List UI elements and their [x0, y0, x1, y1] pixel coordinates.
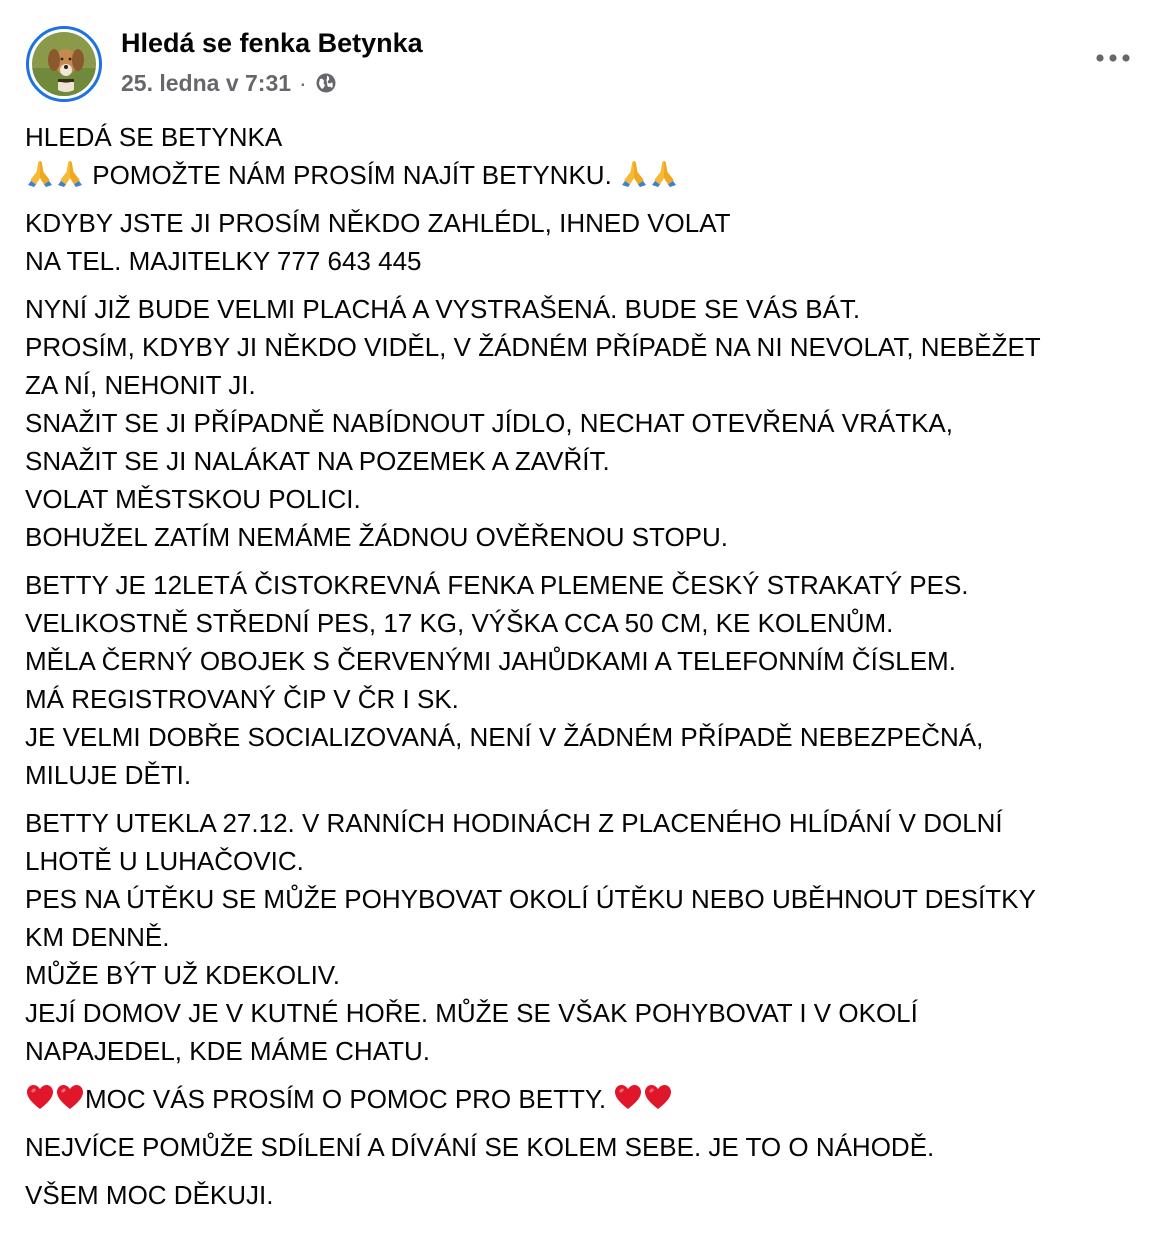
post-line: VELIKOSTNĚ STŘEDNÍ PES, 17 KG, VÝŠKA CCA 50 CM, KE KOLENŮM. — [25, 608, 894, 638]
folded-hands-icon — [649, 158, 679, 188]
page-avatar[interactable] — [26, 26, 102, 102]
post-line: NEJVÍCE POMŮŽE SDÍLENÍ A DÍVÁNÍ SE KOLEM SEBE. JE TO O NÁHODĚ. — [25, 1132, 935, 1162]
post-paragraph-3 — [25, 290, 1160, 556]
more-horizontal-icon — [1096, 54, 1130, 62]
meta-separator: · — [299, 69, 307, 96]
post-paragraph-7 — [25, 1128, 1160, 1166]
post-line: JE VELMI DOBŘE SOCIALIZOVANÁ, NENÍ V ŽÁDNÉM PŘÍPADĚ NEBEZPEČNÁ, — [25, 722, 984, 752]
post-line: MÁ REGISTROVANÝ ČIP V ČR I SK. — [25, 684, 459, 714]
post-line: LHOTĚ U LUHAČOVIC. — [25, 846, 304, 876]
post-line: MŮŽE BÝT UŽ KDEKOLIV. — [25, 960, 340, 990]
post-line: MĚLA ČERNÝ OBOJEK S ČERVENÝMI JAHŮDKAMI A TELEFONNÍM ČÍSLEM. — [25, 646, 956, 676]
post-line: BETTY JE 12LETÁ ČISTOKREVNÁ FENKA PLEMENE ČESKÝ STRAKATÝ PES. — [25, 570, 969, 600]
post-paragraph-5 — [25, 804, 1160, 1070]
more-options-button[interactable] — [1090, 40, 1136, 76]
post-line: NYNÍ JIŽ BUDE VELMI PLACHÁ A VYSTRAŠENÁ. BUDE SE VÁS BÁT. — [25, 294, 861, 324]
post-line: KDYBY JSTE JI PROSÍM NĚKDO ZAHLÉDL, IHNED VOLAT — [25, 208, 731, 238]
post-paragraph-6 — [25, 1080, 1160, 1118]
post-line: KM DENNĚ. — [25, 922, 170, 952]
post-line: JEJÍ DOMOV JE V KUTNÉ HOŘE. MŮŽE SE VŠAK POHYBOVAT I V OKOLÍ — [25, 998, 918, 1028]
red-heart-icon — [643, 1082, 673, 1112]
page-name-link[interactable]: Hledá se fenka Betynka — [121, 28, 423, 58]
red-heart-icon — [25, 1082, 55, 1112]
red-heart-icon — [613, 1082, 643, 1112]
post-line: BETTY UTEKLA 27.12. V RANNÍCH HODINÁCH Z PLACENÉHO HLÍDÁNÍ V DOLNÍ — [25, 808, 1003, 838]
globe-icon[interactable] — [315, 72, 337, 94]
post-paragraph-2 — [25, 204, 1160, 280]
post-line: HLEDÁ SE BETYNKA — [25, 122, 283, 152]
post-text — [25, 118, 1160, 1224]
post-line: PES NA ÚTĚKU SE MŮŽE POHYBOVAT OKOLÍ ÚTĚKU NEBO UBĚHNOUT DESÍTKY — [25, 884, 1036, 914]
post-line: MILUJE DĚTI. — [25, 760, 192, 790]
post-line: SNAŽIT SE JI PŘÍPADNĚ NABÍDNOUT JÍDLO, NECHAT OTEVŘENÁ VRÁTKA, — [25, 408, 953, 438]
post-line-text: POMOŽTE NÁM PROSÍM NAJÍT BETYNKU. — [92, 160, 612, 190]
folded-hands-icon — [25, 158, 55, 188]
folded-hands-icon — [619, 158, 649, 188]
post-line: PROSÍM, KDYBY JI NĚKDO VIDĚL, V ŽÁDNÉM PŘÍPADĚ NA NI NEVOLAT, NEBĚŽET — [25, 332, 1041, 362]
folded-hands-icon — [55, 158, 85, 188]
post-paragraph-8 — [25, 1176, 1160, 1214]
post-line-phone: NA TEL. MAJITELKY 777 643 445 — [25, 246, 422, 276]
post-header — [26, 26, 1146, 102]
post-line: SNAŽIT SE JI NALÁKAT NA POZEMEK A ZAVŘÍT. — [25, 446, 610, 476]
post-line-with-emoji — [25, 156, 1160, 194]
red-heart-icon — [55, 1082, 85, 1112]
post-timestamp-link[interactable]: 25. ledna v 7:31 — [121, 69, 292, 96]
post-line: VOLAT MĚSTSKOU POLICI. — [25, 484, 361, 514]
post-line-text: MOC VÁS PROSÍM O POMOC PRO BETTY. — [85, 1084, 607, 1114]
post-line: BOHUŽEL ZATÍM NEMÁME ŽÁDNOU OVĚŘENOU STOPU. — [25, 522, 729, 552]
post-line-with-emoji — [25, 1080, 1160, 1118]
post-paragraph-4 — [25, 566, 1160, 794]
post-line: VŠEM MOC DĚKUJI. — [25, 1180, 274, 1210]
post-line: NAPAJEDEL, KDE MÁME CHATU. — [25, 1036, 430, 1066]
post-paragraph-1 — [25, 118, 1160, 194]
post-line: ZA NÍ, NEHONIT JI. — [25, 370, 256, 400]
post-meta — [121, 68, 337, 98]
dog-profile-photo — [32, 32, 96, 96]
